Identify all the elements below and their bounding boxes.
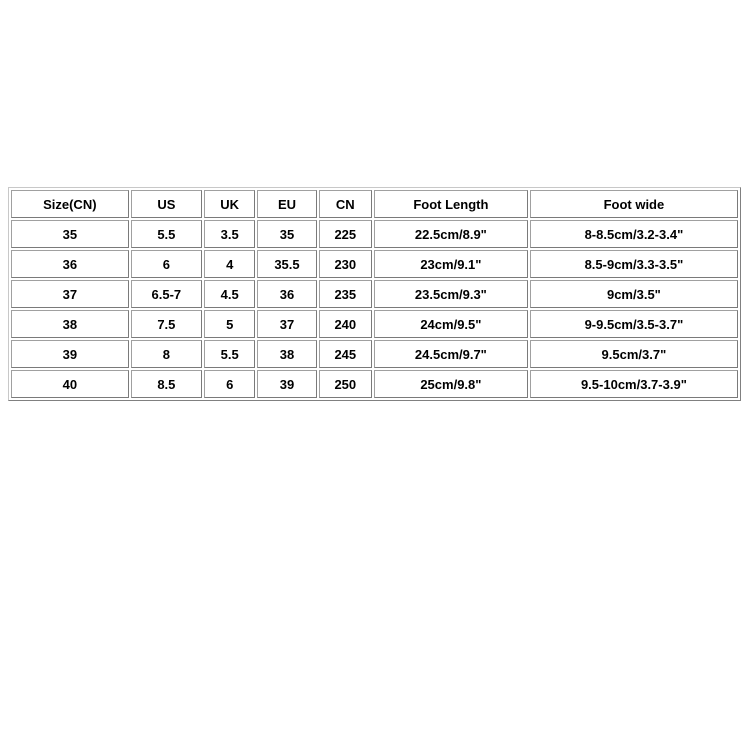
cell-eu: 35 <box>257 220 316 248</box>
cell-us: 7.5 <box>131 310 202 338</box>
cell-uk: 5.5 <box>204 340 255 368</box>
cell-eu: 36 <box>257 280 316 308</box>
table-row <box>11 250 738 278</box>
table-row <box>11 310 738 338</box>
cell-uk: 5 <box>204 310 255 338</box>
header-eu: EU <box>257 190 316 218</box>
cell-us: 8 <box>131 340 202 368</box>
cell-foot-wide: 8-8.5cm/3.2-3.4" <box>530 220 738 248</box>
cell-eu: 35.5 <box>257 250 316 278</box>
table-row <box>11 280 738 308</box>
cell-foot-wide: 9.5-10cm/3.7-3.9" <box>530 370 738 398</box>
cell-foot-length: 24cm/9.5" <box>374 310 528 338</box>
cell-us: 6.5-7 <box>131 280 202 308</box>
cell-cn: 250 <box>319 370 372 398</box>
cell-us: 6 <box>131 250 202 278</box>
cell-foot-length: 24.5cm/9.7" <box>374 340 528 368</box>
cell-cn: 240 <box>319 310 372 338</box>
cell-size-cn: 39 <box>11 340 129 368</box>
cell-us: 5.5 <box>131 220 202 248</box>
header-size-cn: Size(CN) <box>11 190 129 218</box>
header-row <box>11 190 738 218</box>
cell-eu: 39 <box>257 370 316 398</box>
size-chart-table <box>8 187 741 401</box>
cell-cn: 245 <box>319 340 372 368</box>
table-row <box>11 370 738 398</box>
cell-foot-wide: 9.5cm/3.7" <box>530 340 738 368</box>
cell-uk: 4.5 <box>204 280 255 308</box>
table-row <box>11 220 738 248</box>
cell-uk: 6 <box>204 370 255 398</box>
cell-cn: 225 <box>319 220 372 248</box>
cell-us: 8.5 <box>131 370 202 398</box>
cell-eu: 38 <box>257 340 316 368</box>
cell-cn: 235 <box>319 280 372 308</box>
cell-foot-wide: 8.5-9cm/3.3-3.5" <box>530 250 738 278</box>
header-cn: CN <box>319 190 372 218</box>
table-row <box>11 340 738 368</box>
cell-uk: 3.5 <box>204 220 255 248</box>
header-uk: UK <box>204 190 255 218</box>
cell-size-cn: 37 <box>11 280 129 308</box>
cell-size-cn: 35 <box>11 220 129 248</box>
cell-size-cn: 36 <box>11 250 129 278</box>
cell-cn: 230 <box>319 250 372 278</box>
cell-foot-length: 23.5cm/9.3" <box>374 280 528 308</box>
cell-foot-length: 25cm/9.8" <box>374 370 528 398</box>
cell-foot-length: 22.5cm/8.9" <box>374 220 528 248</box>
cell-foot-length: 23cm/9.1" <box>374 250 528 278</box>
header-foot-length: Foot Length <box>374 190 528 218</box>
cell-uk: 4 <box>204 250 255 278</box>
cell-foot-wide: 9cm/3.5" <box>530 280 738 308</box>
cell-foot-wide: 9-9.5cm/3.5-3.7" <box>530 310 738 338</box>
header-foot-wide: Foot wide <box>530 190 738 218</box>
cell-size-cn: 38 <box>11 310 129 338</box>
header-us: US <box>131 190 202 218</box>
cell-eu: 37 <box>257 310 316 338</box>
cell-size-cn: 40 <box>11 370 129 398</box>
